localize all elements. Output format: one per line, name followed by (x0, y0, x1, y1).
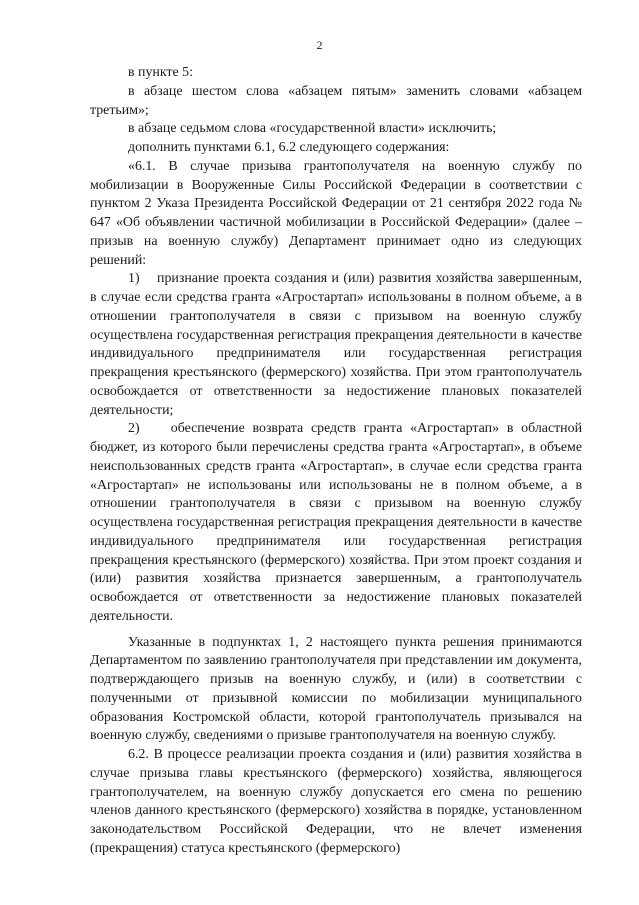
document-body (90, 64, 582, 859)
page-number: 2 (316, 38, 323, 52)
paragraph-amendment-seventh: в абзаце седьмом слова «государственной власти» исключить; (128, 121, 497, 137)
paragraph-amendment-point-5: в пункте 5: (128, 65, 193, 80)
paragraph-amendment-sixth: в абзаце шестом слова «абзацем пятым» заменить словами «абзацем третьим»; (90, 83, 582, 118)
paragraph-point-6-2: 6.2. В процессе реализации проекта создания и (или) развития хозяйства в случае призыва главы крестьянского (фермерского) хозяйства, являющегося грантополучателем, на военную службу допускается его смена по решению членов данного крестьянского (фермерского) хозяйства в порядке, установленном законодательством Российской Федерации, что не влечет изменения (прекращения) статуса крестьянского (фермерского) (90, 747, 582, 856)
paragraph-subpoint-2: 2) обеспечение возврата средств гранта «Агростартап» в областной бюджет, из которого были перечислены средства гранта «Агростартап», в объеме неиспользованных средств гранта «Агростартап», в случае если средства гранта «Агростартап» не использованы или использованы не в полном объеме, а в отношении грантополучателя в связи с призывом на военную службу осуществлена государственная регистрация прекращения деятельности в качестве индивидуального предпринимателя или государственная регистрация прекращения крестьянского (фермерского) хозяйства. При этом проект создания и (или) развития хозяйства признается завершенным, а грантополучатель освобождается от ответственности за недостижение плановых показателей деятельности. (90, 421, 582, 624)
paragraph-subpoint-1: 1) признание проекта создания и (или) развития хозяйства завершенным, в случае если средства гранта «Агростартап» использованы в полном объеме, а в отношении грантополучателя в связи с призывом на военную службу осуществлена государственная регистрация прекращения деятельности в качестве индивидуального предпринимателя или государственная регистрация прекращения крестьянского (фермерского) хозяйства. При этом грантополучатель освобождается от ответственности за недостижение плановых показателей деятельности; (90, 271, 582, 418)
paragraph-decisions: Указанные в подпунктах 1, 2 настоящего пункта решения принимаются Департаментом по заявлению грантополучателя при представлении им документа, подтверждающего призыв на военную службу, и (или) в соответствии с полученными от призывной комиссии по мобилизации муниципального образования Костромской области, которой грантополучатель призывался на военную службу, сведениями о призыве грантополучателя на военную службу. (90, 634, 582, 744)
paragraph-add-points: дополнить пунктами 6.1, 6.2 следующего содержания: (128, 140, 450, 155)
paragraph-point-6-1: «6.1. В случае призыва грантополучателя на военную службу по мобилизации в Вооруженные Силы Российской Федерации в соответствии с пунктом 2 Указа Президента Российской Федерации от 21 сентября 2022 года № 647 «Об объявлении частичной мобилизации в Российской Федерации» (далее – призыв на военную службу) Департамент принимает одно из следующих решений: (90, 158, 582, 268)
